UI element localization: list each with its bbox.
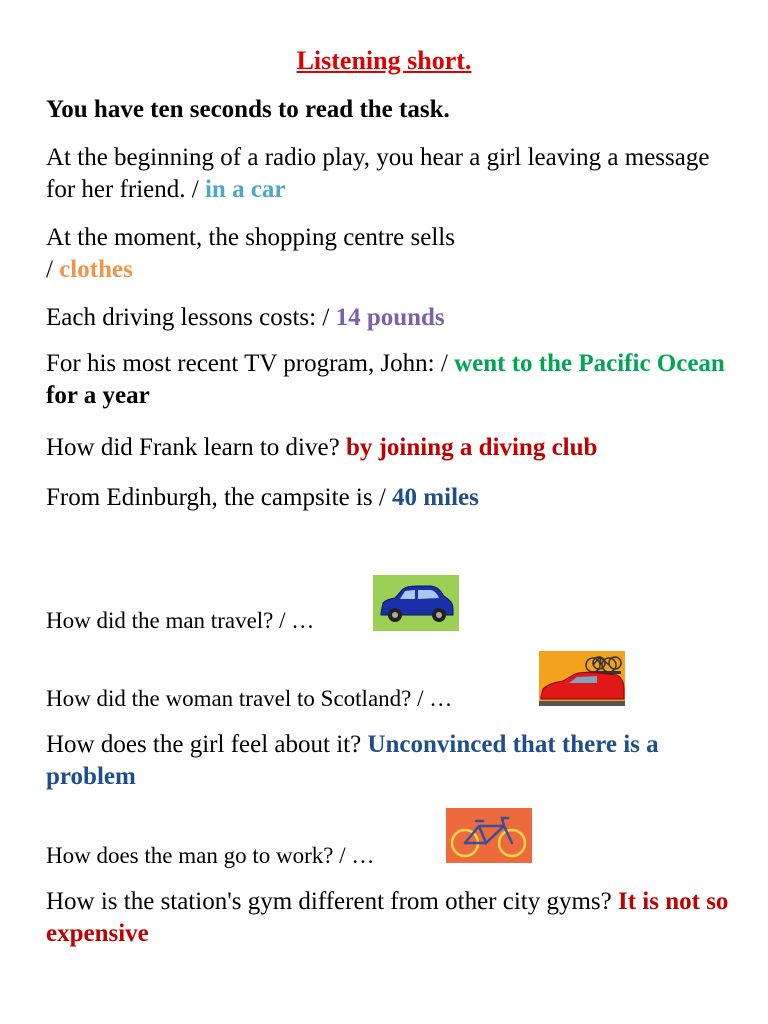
- answer-text: went to the Pacific Ocean: [454, 350, 725, 377]
- answer-text: 14 pounds: [335, 304, 445, 331]
- answer-text: by joining a diving club: [345, 434, 598, 461]
- bicycle-icon: [446, 808, 532, 863]
- question-man-work: [46, 840, 736, 872]
- question-text: At the moment, the shopping centre sells: [46, 224, 455, 251]
- question-text: For his most recent TV program, John: /: [46, 350, 448, 377]
- answer-text: It is not so expensive: [46, 888, 729, 947]
- question-text: How did the man travel? / …: [46, 608, 315, 633]
- answer-text: 40 miles: [392, 484, 479, 511]
- question-woman-scotland: [46, 683, 736, 715]
- answer-text: clothes: [59, 256, 133, 283]
- question-text: How did the woman travel to Scotland? / …: [46, 686, 453, 711]
- question-text: Each driving lessons costs: /: [46, 304, 330, 331]
- answer-suffix: for a year: [46, 382, 150, 409]
- question-tv-program: [46, 348, 736, 412]
- question-text: At the beginning of a radio play, you hear a girl leaving a message for her friend. /: [46, 144, 710, 203]
- question-driving-lessons: [46, 302, 736, 334]
- question-station-gym: [46, 886, 736, 950]
- question-text: How does the girl feel about it?: [46, 731, 362, 758]
- blue-car-icon: [373, 575, 459, 631]
- question-girl-feel: [46, 729, 736, 793]
- question-campsite: [46, 482, 736, 514]
- question-radio-play: [46, 142, 736, 206]
- question-frank-dive: [46, 432, 736, 464]
- answer-text: Unconvinced that there is a problem: [46, 731, 659, 790]
- question-text: How is the station's gym different from other city gyms?: [46, 888, 612, 915]
- page-title: Listening short.: [296, 46, 472, 75]
- question-text: From Edinburgh, the campsite is /: [46, 484, 386, 511]
- question-text: How did Frank learn to dive?: [46, 434, 340, 461]
- question-shopping-centre: [46, 222, 736, 286]
- slash-prefix: /: [46, 256, 53, 283]
- instruction: You have ten seconds to read the task.: [46, 96, 450, 123]
- answer-text: in a car: [204, 176, 286, 203]
- red-car-with-bikes-icon: [539, 651, 625, 706]
- question-text: How does the man go to work? / …: [46, 843, 375, 868]
